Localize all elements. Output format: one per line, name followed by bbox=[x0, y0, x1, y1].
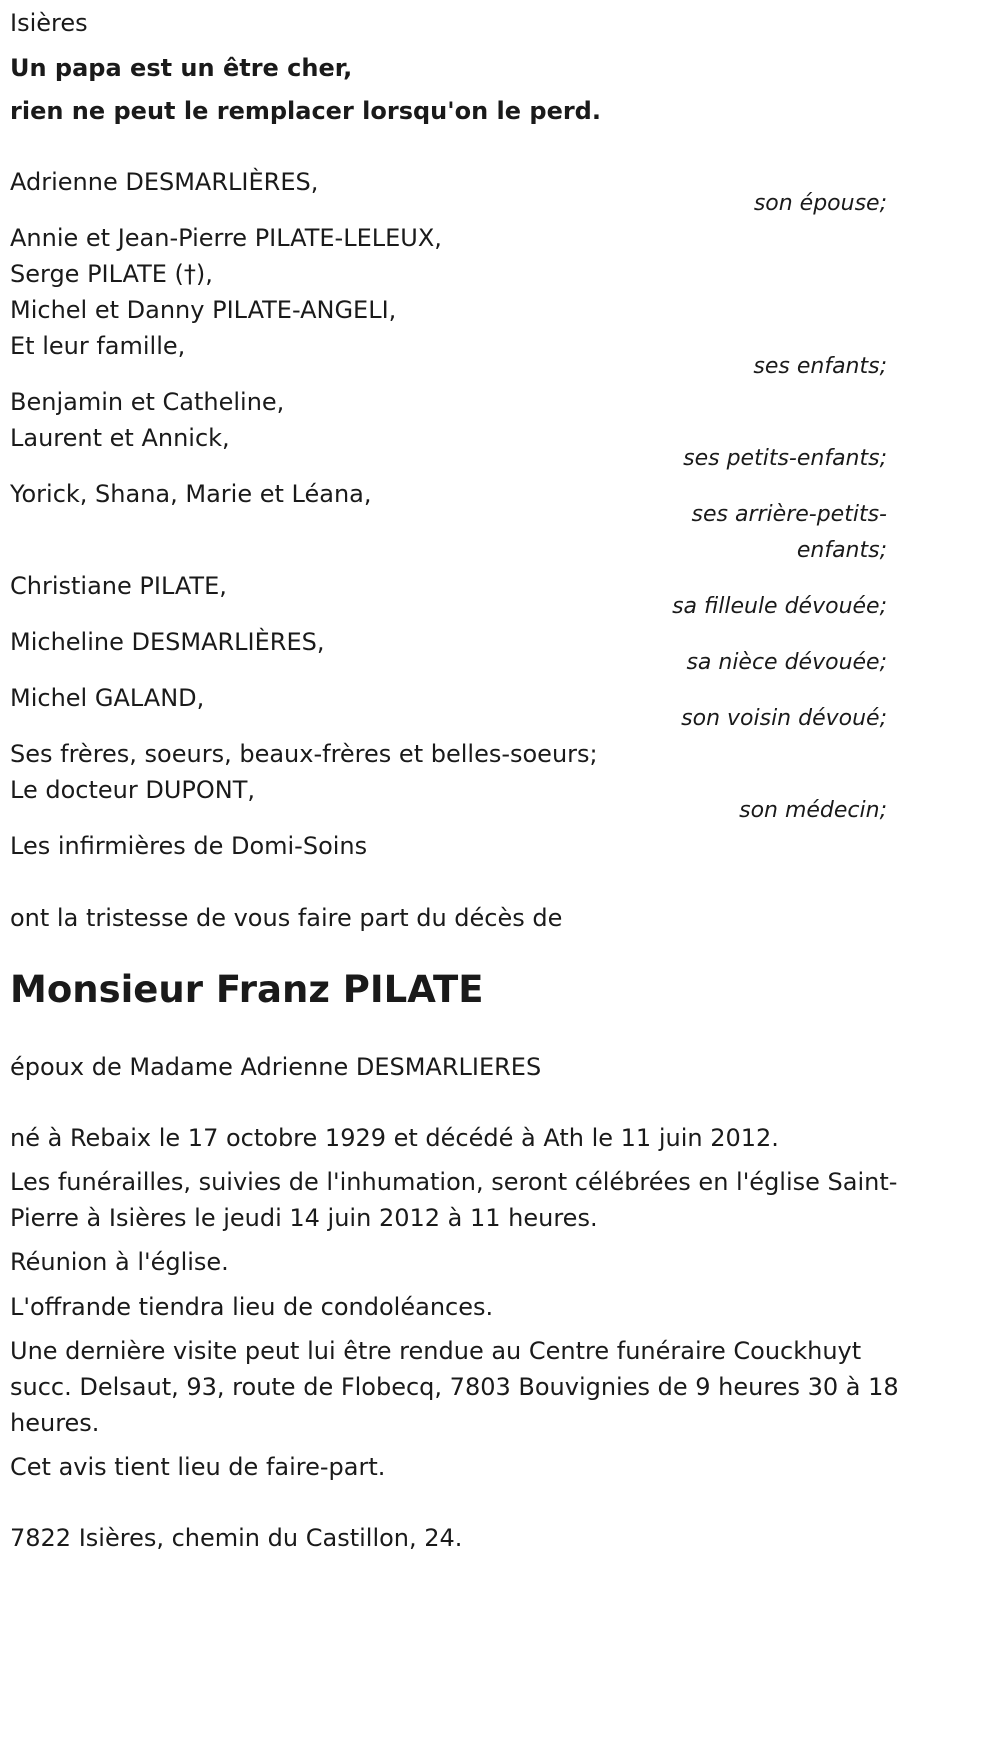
visit-line-3: heures. bbox=[10, 1409, 100, 1437]
goddaughter: Christiane PILATE, bbox=[10, 572, 227, 600]
doctor: Le docteur DUPONT, bbox=[10, 776, 255, 804]
great-grandchildren-role-1: ses arrière-petits- bbox=[691, 502, 887, 527]
child-4: Et leur famille, bbox=[10, 332, 186, 360]
place-name: Isières bbox=[10, 9, 88, 37]
address-line: 7822 Isières, chemin du Castillon, 24. bbox=[10, 1524, 463, 1552]
birth-death-line: né à Rebaix le 17 octobre 1929 et décédé à Ath le 11 juin 2012. bbox=[10, 1124, 779, 1152]
children-role: ses enfants; bbox=[753, 354, 887, 379]
grandchild-1: Benjamin et Catheline, bbox=[10, 388, 285, 416]
funeral-line-2: Pierre à Isières le jeudi 14 juin 2012 à 11 heures. bbox=[10, 1204, 598, 1232]
quote-line-2: rien ne peut le remplacer lorsqu'on le perd. bbox=[10, 97, 601, 125]
funeral-line-1: Les funérailles, suivies de l'inhumation, seront célébrées en l'église Saint- bbox=[10, 1168, 898, 1196]
goddaughter-role: sa filleule dévouée; bbox=[672, 594, 887, 619]
nurses: Les infirmières de Domi-Soins bbox=[10, 832, 368, 860]
deceased-name: Monsieur Franz PILATE bbox=[10, 968, 484, 1011]
visit-line-1: Une dernière visite peut lui être rendue au Centre funéraire Couckhuyt bbox=[10, 1337, 862, 1365]
wife-role: son épouse; bbox=[753, 191, 887, 216]
offering-line: L'offrande tiendra lieu de condoléances. bbox=[10, 1293, 494, 1321]
niece: Micheline DESMARLIÈRES, bbox=[10, 628, 325, 656]
neighbor: Michel GALAND, bbox=[10, 684, 205, 712]
siblings: Ses frères, soeurs, beaux-frères et belles-soeurs; bbox=[10, 740, 598, 768]
notice-line: Cet avis tient lieu de faire-part. bbox=[10, 1453, 386, 1481]
child-2: Serge PILATE (†), bbox=[10, 260, 213, 288]
quote-line-1: Un papa est un être cher, bbox=[10, 54, 353, 82]
child-1: Annie et Jean-Pierre PILATE-LELEUX, bbox=[10, 224, 442, 252]
grandchildren-role: ses petits-enfants; bbox=[683, 446, 887, 471]
great-grandchildren-role-2: enfants; bbox=[796, 538, 887, 563]
spouse-line: époux de Madame Adrienne DESMARLIERES bbox=[10, 1053, 542, 1081]
wife-name: Adrienne DESMARLIÈRES, bbox=[10, 168, 319, 196]
great-grandchildren: Yorick, Shana, Marie et Léana, bbox=[10, 480, 372, 508]
grandchild-2: Laurent et Annick, bbox=[10, 424, 230, 452]
neighbor-role: son voisin dévoué; bbox=[681, 706, 887, 731]
child-3: Michel et Danny PILATE-ANGELI, bbox=[10, 296, 397, 324]
announcement: ont la tristesse de vous faire part du décès de bbox=[10, 904, 563, 932]
doctor-role: son médecin; bbox=[739, 798, 887, 823]
niece-role: sa nièce dévouée; bbox=[686, 650, 887, 675]
meeting-line: Réunion à l'église. bbox=[10, 1248, 229, 1276]
visit-line-2: succ. Delsaut, 93, route de Flobecq, 7803 Bouvignies de 9 heures 30 à 18 bbox=[10, 1373, 899, 1401]
